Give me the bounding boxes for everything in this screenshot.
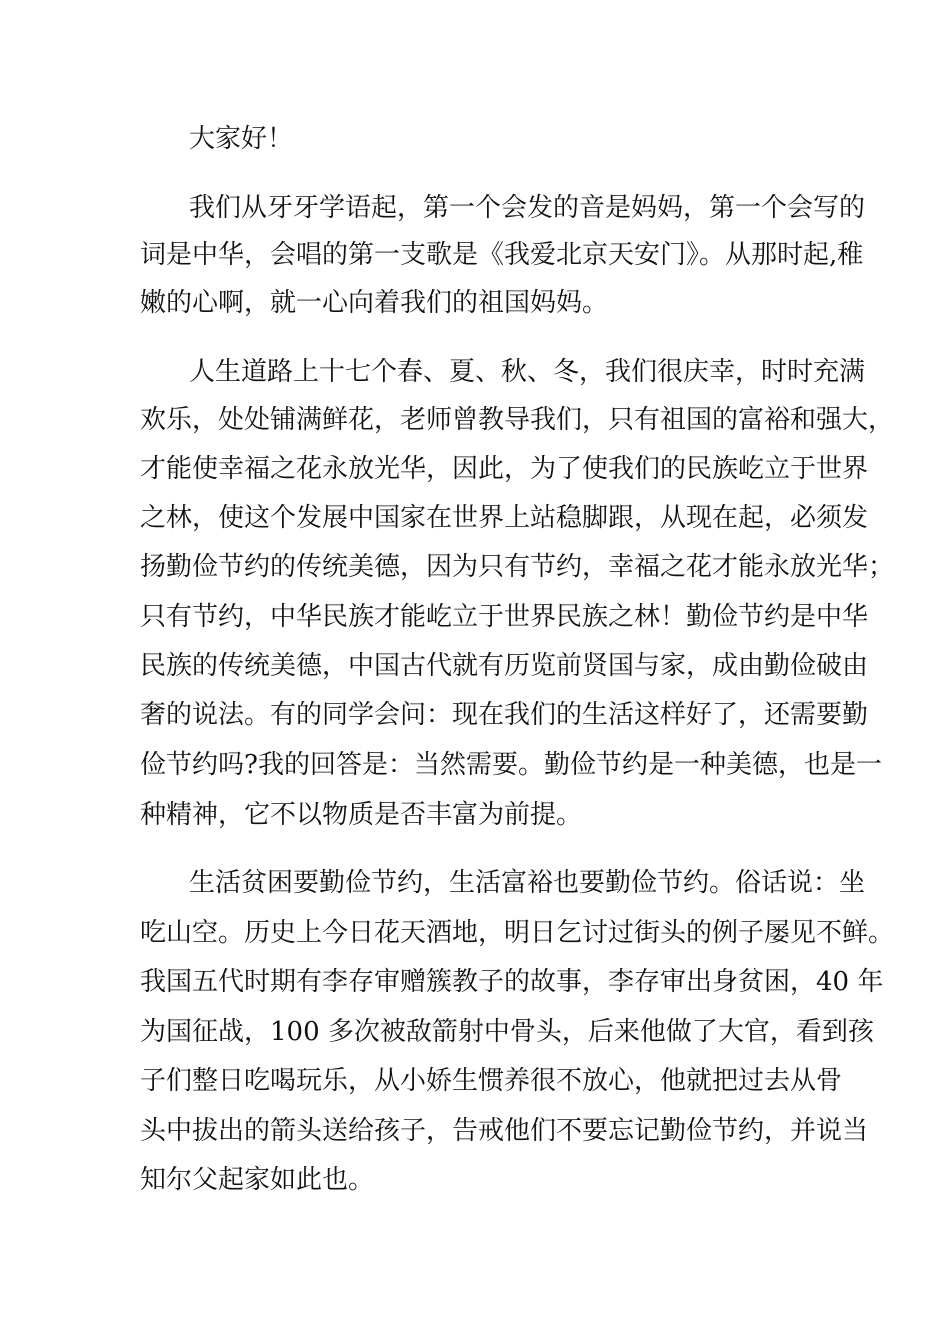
- paragraph-line: 俭节约吗?我的回答是：当然需要。勤俭节约是一种美德，也是一: [140, 750, 882, 780]
- greeting-line: 大家好！: [189, 124, 294, 154]
- paragraph-line: 词是中华，会唱的第一支歌是《我爱北京天安门》。从那时起,稚: [140, 240, 864, 270]
- paragraph-line: 欢乐，处处铺满鲜花，老师曾教导我们，只有祖国的富裕和强大，: [140, 405, 895, 435]
- paragraph-line: 我们从牙牙学语起，第一个会发的音是妈妈，第一个会写的: [189, 193, 866, 223]
- paragraph-line: 才能使幸福之花永放光华，因此，为了使我们的民族屹立于世界: [140, 454, 869, 484]
- paragraph-line: 生活贫困要勤俭节约，生活富裕也要勤俭节约。俗话说：坐: [189, 868, 866, 898]
- paragraph-line: 扬勤俭节约的传统美德，因为只有节约，幸福之花才能永放光华；: [140, 552, 895, 582]
- paragraph-line: 为国征战，100 多次被敌箭射中骨头，后来他做了大官，看到孩: [140, 1017, 874, 1047]
- paragraph-line: 只有节约，中华民族才能屹立于世界民族之林！勤俭节约是中华: [140, 602, 869, 632]
- paragraph-line: 种精神，它不以物质是否丰富为前提。: [140, 800, 583, 830]
- paragraph-line: 头中拔出的箭头送给孩子，告戒他们不要忘记勤俭节约，并说当: [140, 1116, 869, 1146]
- paragraph-line: 子们整日吃喝玩乐，从小娇生惯养很不放心，他就把过去从骨: [140, 1066, 843, 1096]
- paragraph-line: 吃山空。历史上今日花天酒地，明日乞讨过街头的例子屡见不鲜。: [140, 918, 895, 948]
- paragraph-line: 奢的说法。有的同学会问：现在我们的生活这样好了，还需要勤: [140, 700, 869, 730]
- paragraph-line: 民族的传统美德，中国古代就有历览前贤国与家，成由勤俭破由: [140, 651, 869, 681]
- paragraph-line: 知尔父起家如此也。: [140, 1165, 375, 1195]
- paragraph-line: 嫩的心啊，就一心向着我们的祖国妈妈。: [140, 288, 609, 318]
- paragraph-line: 人生道路上十七个春、夏、秋、冬，我们很庆幸，时时充满: [189, 357, 866, 387]
- paragraph-line: 之林，使这个发展中国家在世界上站稳脚跟，从现在起，必须发: [140, 503, 869, 533]
- paragraph-line: 我国五代时期有李存审赠簇教子的故事，李存审出身贫困，40 年: [140, 967, 884, 997]
